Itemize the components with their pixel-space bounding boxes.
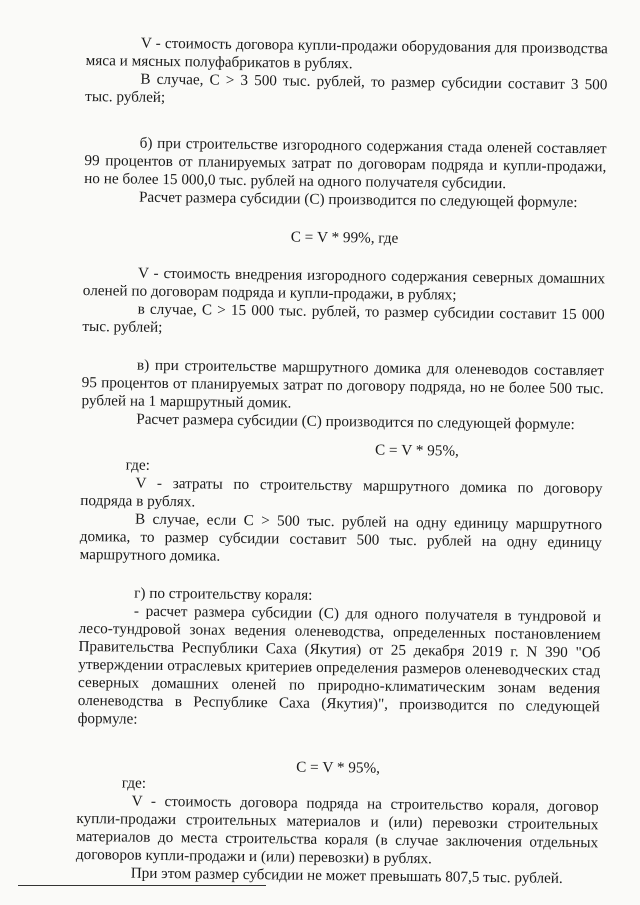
paragraph-d-calc: - расчет размера субсидии (С) для одного получателя в тундровой и лесо-тундровой зонах ведения оленеводства, определенных постановлением Правительства Республики Саха (Якутия) от 25 декабря 2019 г. N 390 "Об утверждении отраслевых критериев определения размеров оленеводческих стад северных домашних оленей по природно-климатическим зонам ведения оленеводства в Республике Саха (Якутия)", производится по следующей формуле: (77, 602, 602, 728)
paragraph-c-intro: в) при строительстве маршрутного домика для оленеводов составляет 95 процентов от планируемых затрат по договору подряда, но не более 500 тыс. рублей на 1 маршрутный домик. (81, 356, 605, 412)
footnote-divider (18, 885, 266, 886)
formula-d: С = V * 95%, (296, 758, 381, 777)
document-body (76, 34, 608, 888)
paragraph-b-v-definition: V - стоимость внедрения изгородного содержания северных домашних оленей по договорам подряда и купли-продажи, в рублях; (82, 264, 606, 304)
paragraph-b-cap: в случае, С > 15 000 тыс. рублей, то размер субсидии составит 15 000 тыс. рублей; (82, 300, 605, 336)
paragraph-c-cap: В случае, если С > 500 тыс. рублей на одну единицу маршрутного домика, то размер субсидии составит 500 тыс. рублей на одну единицу маршрутного домика. (79, 510, 603, 565)
paragraph-b-intro: б) при строительстве изгородного содержания стада оленей составляет 99 процентов от планируемых затрат по договорам подряда и купли-продажи, но не более 15 000,0 тыс. рублей на одного получателя субсидии. (84, 134, 607, 193)
paragraph-c-v-definition: V - затраты по строительству маршрутного домика по договору подряда в рублях. (80, 474, 603, 511)
formula-b: С = V * 99%, где (290, 228, 399, 247)
formula-c: С = V * 95%, (374, 441, 459, 460)
where-d: где: (121, 774, 147, 792)
paragraph-d-v-definition: V - стоимость договора подряда на строительство кораля, договор купли-продажи строительных материалов и (или) перевозки строительных материалов до места строительства кораля (в случае заключения отдельных договоров купли-продажи и (или) перевозки) в рублях. (75, 792, 599, 868)
paragraph-a-cap: В случае, С > 3 500 тыс. рублей, то размер субсидии составит 3 500 тыс. рублей; (85, 70, 608, 106)
paragraph-c-calc: Расчет размера субсидии (С) производится по следующей формуле: (136, 410, 575, 434)
paragraph-b-calc: Расчет размера субсидии (С) производится по следующей формуле: (138, 188, 578, 212)
paragraph-d-cap: При этом размер субсидии не может превышать 807,5 тыс. рублей. (130, 864, 563, 887)
where-c: где: (125, 456, 151, 474)
paragraph-d-intro: г) по строительству кораля: (134, 584, 313, 604)
paragraph-a-v-definition: V - стоимость договора купли-продажи оборудования для производства мяса и мясных полуфабрикатов в рублях. (85, 34, 608, 73)
